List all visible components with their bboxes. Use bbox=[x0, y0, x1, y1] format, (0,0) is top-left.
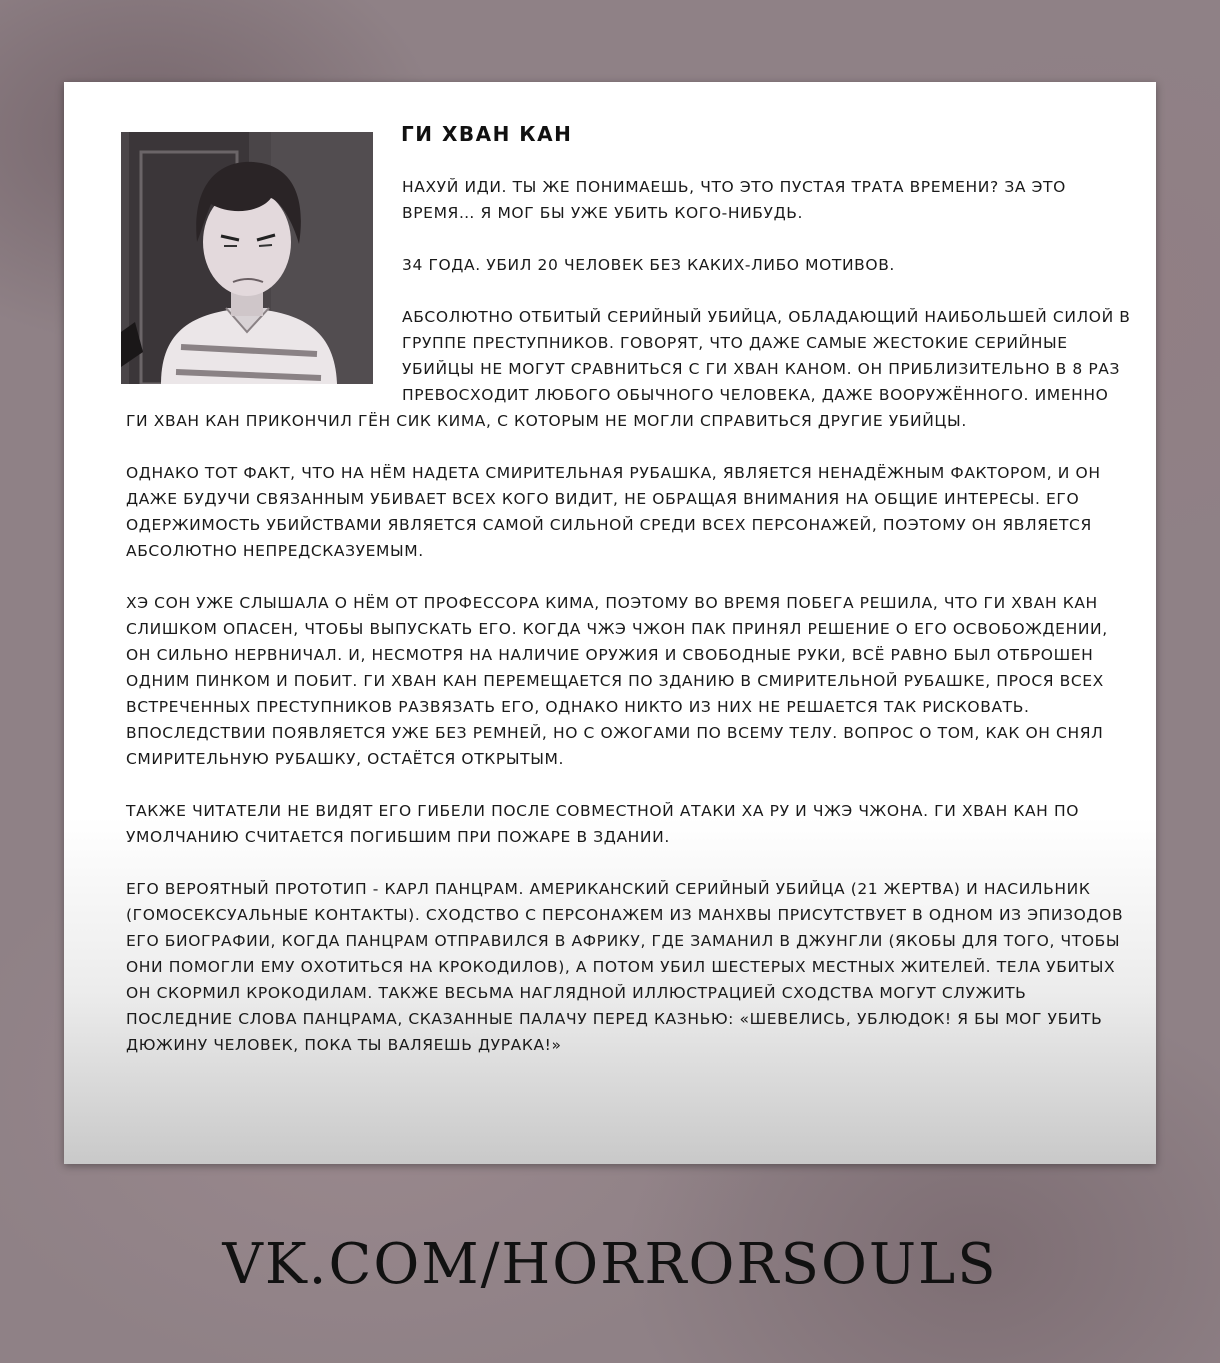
character-description bbox=[126, 174, 1136, 1084]
portrait-wrap-spacer bbox=[126, 174, 402, 392]
character-name: ГИ ХВАН КАН bbox=[401, 122, 573, 146]
prototype-paragraph: ЕГО ВЕРОЯТНЫЙ ПРОТОТИП - КАРЛ ПАНЦРАМ. АМЕРИКАНСКИЙ СЕРИЙНЫЙ УБИЙЦА (21 ЖЕРТВА) И НАСИЛЬНИК (ГОМОСЕКСУАЛЬНЫЕ КОНТАКТЫ). СХОДСТВО С ПЕРСОНАЖЕМ ИЗ МАНХВЫ ПРИСУТСТВУЕТ В ОДНОМ ИЗ ЭПИЗОДОВ ЕГО БИОГРАФИИ, КОГДА ПАНЦРАМ ОТПРАВИЛСЯ В АФРИКУ, ГДЕ ЗАМАНИЛ В ДЖУНГЛИ (ЯКОБЫ ДЛЯ ТОГО, ЧТОБЫ ОНИ ПОМОГЛИ ЕМУ ОХОТИТЬСЯ НА КРОКОДИЛОВ), А ПОТОМ УБИЛ ШЕСТЕРЫХ МЕСТНЫХ ЖИТЕЛЕЙ. ТЕЛА УБИТЫХ ОН СКОРМИЛ КРОКОДИЛАМ. ТАКЖЕ ВЕСЬМА НАГЛЯДНОЙ ИЛЛЮСТРАЦИЕЙ СХОДСТВА МОГУТ СЛУЖИТЬ ПОСЛЕДНИЕ СЛОВА ПАНЦРАМА, СКАЗАННЫЕ ПАЛАЧУ ПЕРЕД КАЗНЬЮ: «ШЕВЕЛИСЬ, УБЛЮДОК! Я БЫ МОГ УБИТЬ ДЮЖИНУ ЧЕЛОВЕК, ПОКА ТЫ ВАЛЯЕШЬ ДУРАКА!» bbox=[126, 880, 1124, 1054]
quote-paragraph: НАХУЙ ИДИ. ТЫ ЖЕ ПОНИМАЕШЬ, ЧТО ЭТО ПУСТАЯ ТРАТА ВРЕМЕНИ? ЗА ЭТО ВРЕМЯ… Я МОГ БЫ УЖЕ УБИТЬ КОГО-НИБУДЬ. bbox=[402, 178, 1066, 222]
description-paragraph: ХЭ СОН УЖЕ СЛЫШАЛА О НЁМ ОТ ПРОФЕССОРА КИМА, ПОЭТОМУ ВО ВРЕМЯ ПОБЕГА РЕШИЛА, ЧТО ГИ ХВАН КАН СЛИШКОМ ОПАСЕН, ЧТОБЫ ВЫПУСКАТЬ ЕГО. КОГДА ЧЖЭ ЧЖОН ПАК ПРИНЯЛ РЕШЕНИЕ О ЕГО ОСВОБОЖДЕНИИ, ОН СИЛЬНО НЕРВНИЧАЛ. И, НЕСМОТРЯ НА НАЛИЧИЕ ОРУЖИЯ И СВОБОДНЫЕ РУКИ, ВСЁ РАВНО БЫЛ ОТБРОШЕН ОДНИМ ПИНКОМ И ПОБИТ. ГИ ХВАН КАН ПЕРЕМЕЩАЕТСЯ ПО ЗДАНИЮ В СМИРИТЕЛЬНОЙ РУБАШКЕ, ПРОСЯ ВСЕХ ВСТРЕЧЕННЫХ ПРЕСТУПНИКОВ РАЗВЯЗАТЬ ЕГО, ОДНАКО НИКТО ИЗ НИХ НЕ РЕШАЕТСЯ ТАК РИСКОВАТЬ. ВПОСЛЕДСТВИИ ПОЯВЛЯЕТСЯ УЖЕ БЕЗ РЕМНЕЙ, НО С ОЖОГАМИ ПО ВСЕМУ ТЕЛУ. ВОПРОС О ТОМ, КАК ОН СНЯЛ СМИРИТЕЛЬНУЮ РУБАШКУ, ОСТАЁТСЯ ОТКРЫТЫМ. bbox=[126, 594, 1108, 768]
description-paragraph: ТАКЖЕ ЧИТАТЕЛИ НЕ ВИДЯТ ЕГО ГИБЕЛИ ПОСЛЕ СОВМЕСТНОЙ АТАКИ ХА РУ И ЧЖЭ ЧЖОНА. ГИ ХВАН КАН ПО УМОЛЧАНИЮ СЧИТАЕТСЯ ПОГИБШИМ ПРИ ПОЖАРЕ В ЗДАНИИ. bbox=[126, 802, 1080, 846]
description-paragraph: АБСОЛЮТНО ОТБИТЫЙ СЕРИЙНЫЙ УБИЙЦА, ОБЛАДАЮЩИЙ НАИБОЛЬШЕЙ СИЛОЙ В ГРУППЕ ПРЕСТУПНИКОВ. ГОВОРЯТ, ЧТО ДАЖЕ САМЫЕ ЖЕСТОКИЕ СЕРИЙНЫЕ УБИЙЦЫ НЕ МОГУТ СРАВНИТЬСЯ С ГИ ХВАН КАНОМ. ОН ПРИБЛИЗИТЕЛЬНО В 8 РАЗ ПРЕВОСХОДИТ ЛЮБОГО ОБЫЧНОГО ЧЕЛОВЕКА, ДАЖЕ ВООРУЖЁННОГО. ИМЕННО ГИ ХВАН КАН ПРИКОНЧИЛ ГЁН СИК КИМА, С КОТОРЫМ НЕ МОГЛИ СПРАВИТЬСЯ ДРУГИЕ УБИЙЦЫ. bbox=[126, 308, 1131, 430]
description-paragraph: ОДНАКО ТОТ ФАКТ, ЧТО НА НЁМ НАДЕТА СМИРИТЕЛЬНАЯ РУБАШКА, ЯВЛЯЕТСЯ НЕНАДЁЖНЫМ ФАКТОРОМ, И ОН ДАЖЕ БУДУЧИ СВЯЗАННЫМ УБИВАЕТ ВСЕХ КОГО ВИДИТ, НЕ ОБРАЩАЯ ВНИМАНИЯ НА ОБЩИЕ ИНТЕРЕСЫ. ЕГО ОДЕРЖИМОСТЬ УБИЙСТВАМИ ЯВЛЯЕТСЯ САМОЙ СИЛЬНОЙ СРЕДИ ВСЕХ ПЕРСОНАЖЕЙ, ПОЭТОМУ ОН ЯВЛЯЕТСЯ АБСОЛЮТНО НЕПРЕДСКАЗУЕМЫМ. bbox=[126, 464, 1101, 560]
age-paragraph: 34 ГОДА. УБИЛ 20 ЧЕЛОВЕК БЕЗ КАКИХ-ЛИБО МОТИВОВ. bbox=[402, 256, 895, 274]
character-card bbox=[64, 82, 1156, 1164]
source-watermark: VK.COM/HORRORSOULS bbox=[222, 1232, 998, 1297]
